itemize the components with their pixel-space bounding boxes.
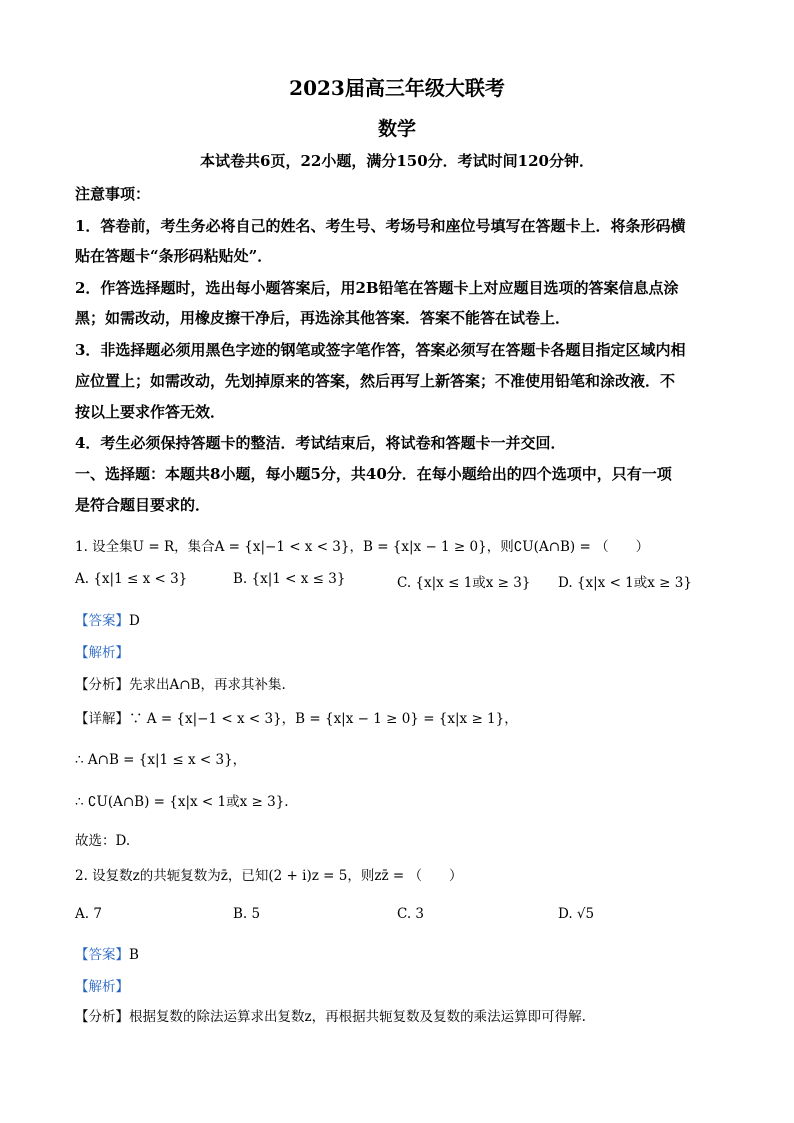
q2-fenxi: 根据复数的除法运算求出复数z，再根据共轭复数及复数的乘法运算即可得解. [129,1009,586,1025]
q2-option-c: C. 3 [397,906,425,922]
note-4: 4．考生必须保持答题卡的整洁．考试结束后，将试卷和答题卡一并交回． [75,434,566,452]
q1-fenxi-tag: 【分析】 [75,677,129,693]
q2-option-a: A. 7 [75,906,102,922]
q2-answer-line [75,943,139,963]
note-1-line-2: 贴在答题卡“条形码粘贴处”． [75,247,273,265]
note-2-line-2: 黑；如需改动，用橡皮擦干净后，再选涂其他答案．答案不能答在试卷上． [75,309,571,327]
note-2-line-1: 2．作答选择题时，选出每小题答案后，用2B铅笔在答题卡上对应题目选项的答案信息点涂 [75,279,679,297]
q1-option-d: D. {x|x < 1或x ≥ 3} [558,575,692,591]
q1-step-1: ∵ A = {x|−1 < x < 3}，B = {x|x − 1 ≥ 0} = {x|x ≥ 1}， [129,711,518,727]
q2-answer-tag: 【答案】 [75,947,129,963]
note-1-line-1: 1．答卷前，考生务必将自己的姓名、考生号、考场号和座位号填写在答题卡上．将条形码横 [75,217,686,235]
q1-fenxi: 先求出A∩B，再求其补集. [129,677,286,693]
note-3-line-3: 按以上要求作答无效． [75,403,226,421]
q1-answer: D [129,613,140,629]
q1-answer-tag: 【答案】 [75,613,129,629]
q2-analysis-tag: 【解析】 [75,979,129,995]
q1-step-1-line [75,707,518,727]
q1-step-2: ∴ A∩B = {x|1 ≤ x < 3}， [75,752,247,768]
q2-fenxi-line [75,1005,586,1025]
q1-stem: 1. 设全集U = R，集合A = {x|−1 < x < 3}，B = {x|x − 1 ≥ 0}，则∁U(A∩B) = （ ） [75,539,650,555]
q1-option-b: B. {x|1 < x ≤ 3} [233,571,346,587]
q1-conclusion: 故选：D. [75,833,131,849]
q2-option-d: D. √5 [558,906,595,922]
section-1-line-1: 一、选择题：本题共8小题，每小题5分，共40分．在每小题给出的四个选项中，只有一项 [75,465,672,483]
q2-analysis-line [75,975,129,995]
exam-title: 2023届高三年级大联考 [289,76,505,100]
q1-answer-line [75,609,140,629]
q2-option-b: B. 5 [233,906,261,922]
q2-answer: B [129,947,139,963]
subject-title: 数学 [377,118,416,140]
q1-analysis-tag: 【解析】 [75,645,129,661]
note-3-line-2: 应位置上；如需改动，先划掉原来的答案，然后再写上新答案；不准使用铅笔和涂改液．不 [75,372,676,390]
q2-fenxi-tag: 【分析】 [75,1009,129,1025]
note-3-line-1: 3．非选择题必须用黑色字迹的钢笔或签字笔作答，答案必须写在答题卡各题目指定区域内相 [75,341,686,359]
q1-option-c: C. {x|x ≤ 1或x ≥ 3} [397,575,531,591]
q1-xiangjie-tag: 【详解】 [75,711,129,727]
q1-analysis-line [75,641,129,661]
q1-option-a: A. {x|1 ≤ x < 3} [75,571,188,587]
notes-heading: 注意事项： [75,185,151,203]
section-1-line-2: 是符合题目要求的． [75,496,211,514]
exam-info: 本试卷共6页，22小题，满分150分．考试时间120分钟． [200,152,594,170]
q1-fenxi-line [75,673,286,693]
q2-stem: 2. 设复数z的共轭复数为z̄，已知(2 + i)z = 5，则zz̄ = （ ） [75,868,463,884]
q1-step-3: ∴ ∁U(A∩B) = {x|x < 1或x ≥ 3}. [75,794,289,810]
